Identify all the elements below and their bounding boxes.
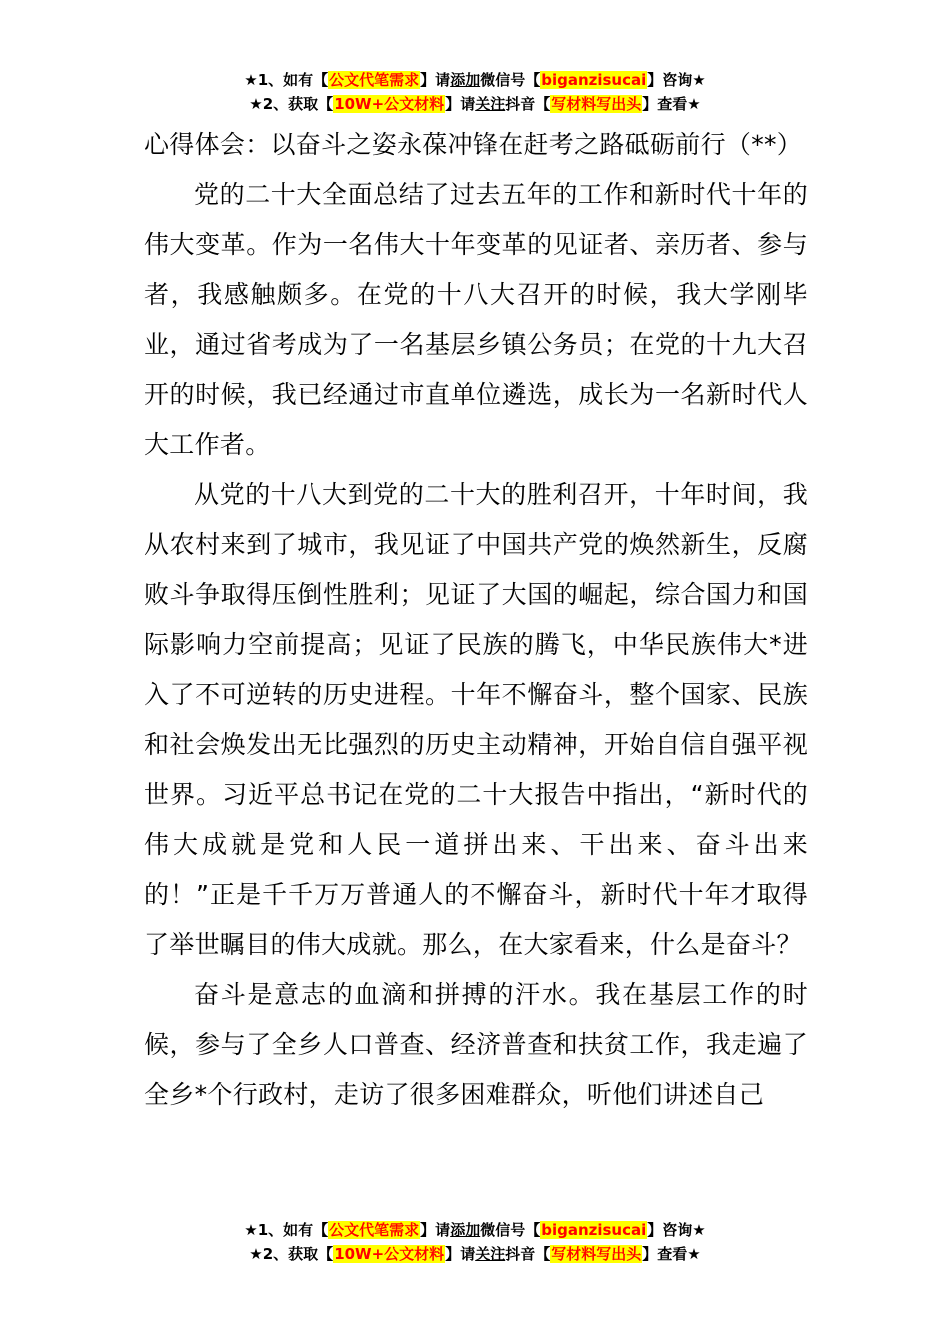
banner-text: ★1、如有【 bbox=[244, 71, 329, 89]
banner-text: ★2、获取【 bbox=[249, 1245, 334, 1263]
banner-line-2 bbox=[0, 92, 950, 116]
banner-text: 微信号【 bbox=[480, 1221, 541, 1239]
banner-text: 】查看★ bbox=[642, 1245, 701, 1263]
paragraph: 从党的十八大到党的二十大的胜利召开，十年时间，我从农村来到了城市，我见证了中国共产党的焕然新生，反腐败斗争取得压倒性胜利；见证了大国的崛起，综合国力和国际影响力空前提高；见证了民族的腾飞，中华民族伟大*进入了不可逆转的历史进程。十年不懈奋斗，整个国家、民族和社会焕发出无比强烈的历史主动精神，开始自信自强平视世界。习近平总书记在党的二十大报告中指出，“新时代的伟大成就是党和人民一道拼出来、干出来、奋斗出来的！”正是千千万万普通人的不懈奋斗，新时代十年才取得了举世瞩目的伟大成就。那么，在大家看来，什么是奋斗？ bbox=[144, 480, 808, 959]
banner-highlight-wechat-id: biganzisucai bbox=[541, 1221, 647, 1239]
banner-underlined-text: 添加 bbox=[450, 1221, 481, 1239]
banner-text: 】请 bbox=[420, 71, 451, 89]
paragraph: 党的二十大全面总结了过去五年的工作和新时代十年的伟大变革。作为一名伟大十年变革的见证者、亲历者、参与者，我感触颇多。在党的十八大召开的时候，我大学刚毕业，通过省考成为了一名基层乡镇公务员；在党的十九大召开的时候，我已经通过市直单位遴选，成长为一名新时代人大工作者。 bbox=[144, 180, 808, 459]
footer-banner bbox=[0, 1218, 950, 1266]
banner-line-1 bbox=[0, 1218, 950, 1242]
banner-text: ★2、获取【 bbox=[249, 95, 334, 113]
banner-underlined-text: 关注 bbox=[475, 95, 506, 113]
banner-highlight-douyin-id: 写材料写出头 bbox=[551, 1245, 642, 1263]
banner-text: 】咨询★ bbox=[647, 1221, 706, 1239]
banner-highlight-wechat-id: biganzisucai bbox=[541, 71, 647, 89]
banner-highlight-douyin-id: 写材料写出头 bbox=[551, 95, 642, 113]
banner-text: 】请 bbox=[420, 1221, 451, 1239]
banner-text: 】请 bbox=[445, 95, 476, 113]
banner-line-1 bbox=[0, 68, 950, 92]
banner-highlight: 10W+公文材料 bbox=[334, 95, 445, 113]
banner-highlight: 10W+公文材料 bbox=[334, 1245, 445, 1263]
banner-highlight: 公文代笔需求 bbox=[329, 1221, 420, 1239]
paragraph: 奋斗是意志的血滴和拼搏的汗水。我在基层工作的时候，参与了全乡人口普查、经济普查和扶贫工作，我走遍了全乡*个行政村，走访了很多困难群众，听他们讲述自己 bbox=[144, 980, 808, 1109]
banner-line-2 bbox=[0, 1242, 950, 1266]
banner-text: 】请 bbox=[445, 1245, 476, 1263]
banner-text: 】咨询★ bbox=[647, 71, 706, 89]
header-banner bbox=[0, 68, 950, 116]
document-body bbox=[144, 120, 808, 1120]
document-title: 心得体会：以奋斗之姿永葆冲锋在赶考之路砥砺前行（**） bbox=[144, 130, 803, 159]
banner-text: 微信号【 bbox=[480, 71, 541, 89]
banner-highlight: 公文代笔需求 bbox=[329, 71, 420, 89]
banner-text: 抖音【 bbox=[505, 1245, 551, 1263]
banner-underlined-text: 关注 bbox=[475, 1245, 506, 1263]
banner-underlined-text: 添加 bbox=[450, 71, 481, 89]
banner-text: 】查看★ bbox=[642, 95, 701, 113]
banner-text: ★1、如有【 bbox=[244, 1221, 329, 1239]
banner-text: 抖音【 bbox=[505, 95, 551, 113]
